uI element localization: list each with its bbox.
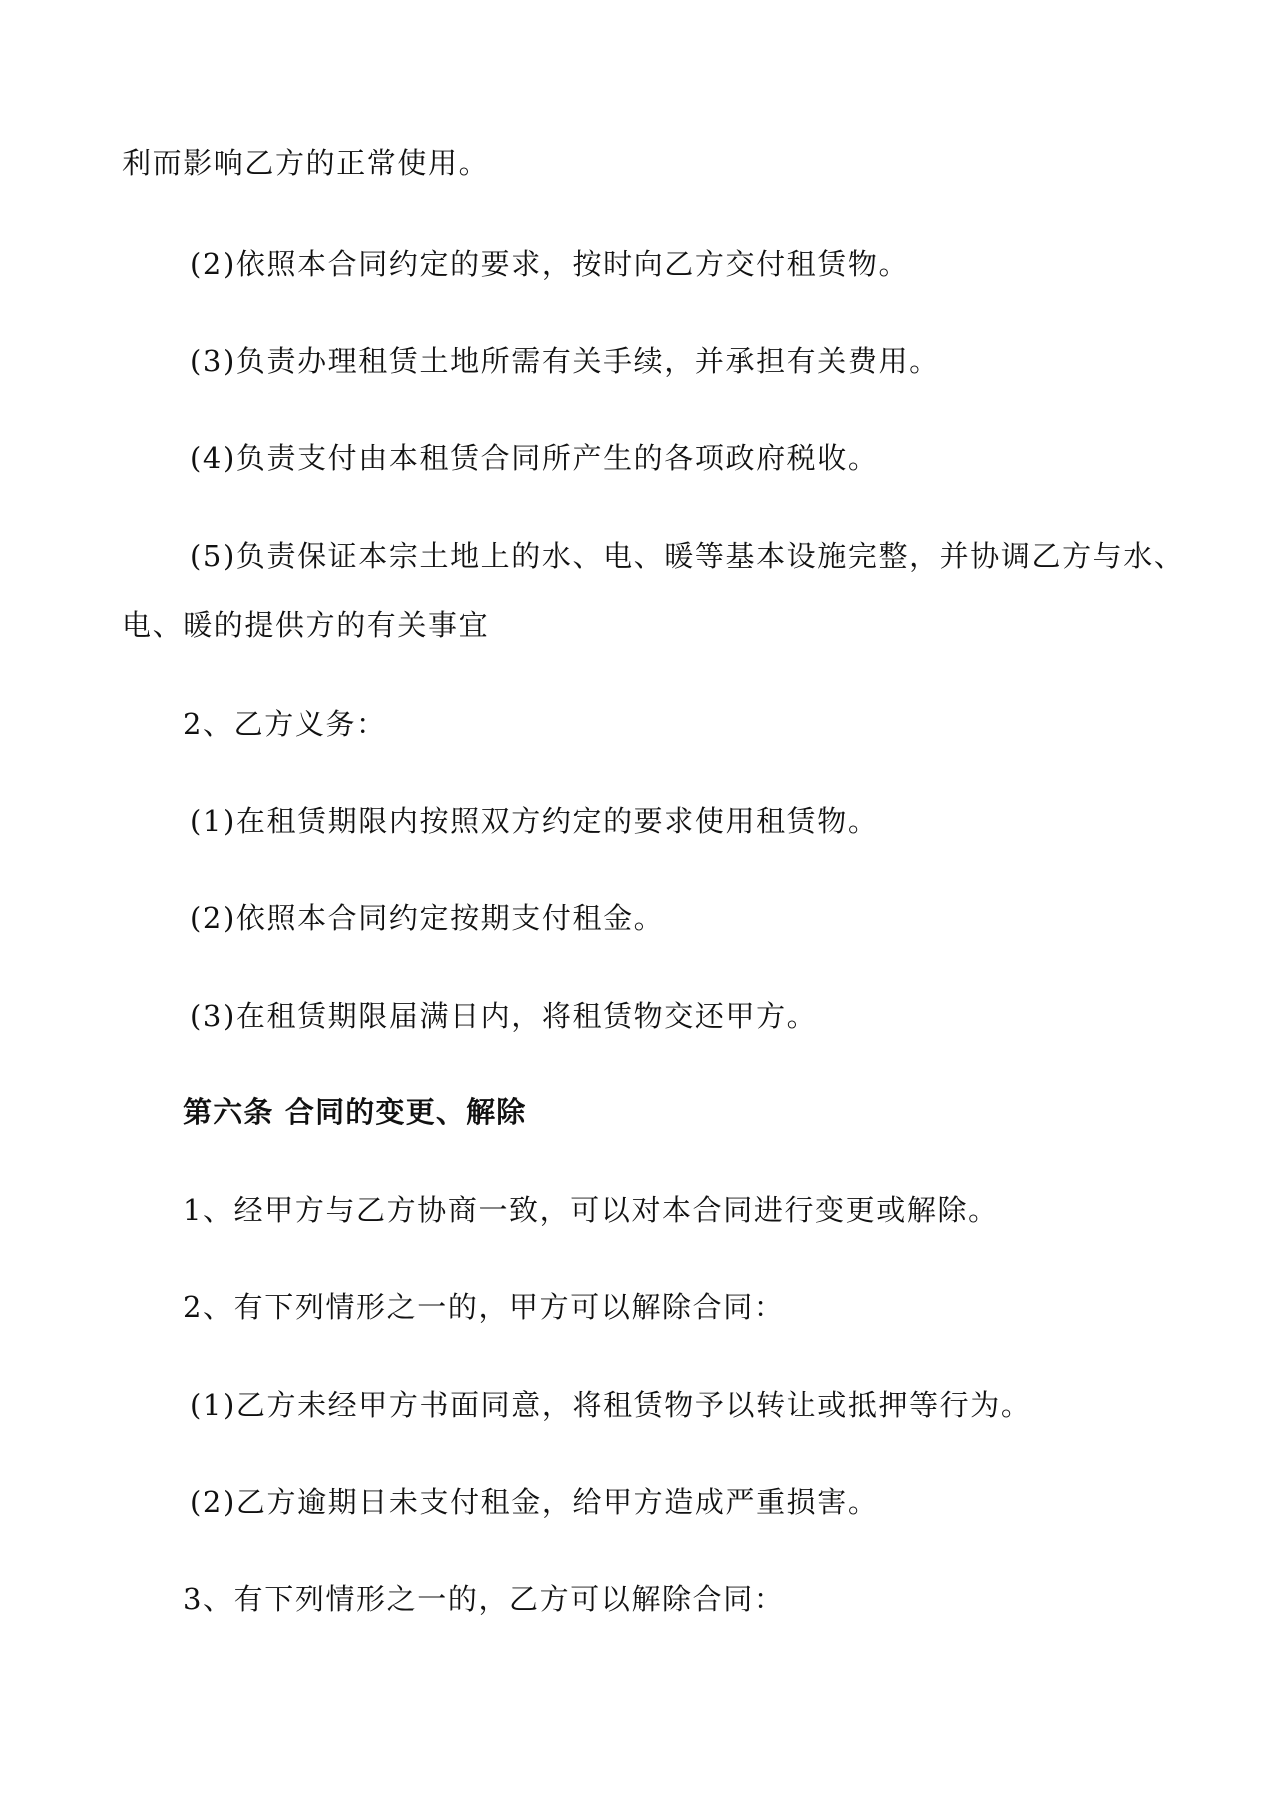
text-line: (5)负责保证本宗土地上的水、电、暖等基本设施完整，并协调乙方与水、 xyxy=(190,539,1185,573)
text-line: 3、有下列情形之一的，乙方可以解除合同： xyxy=(183,1582,785,1616)
text-line: 电、暖的提供方的有关事宜 xyxy=(122,608,490,642)
section-heading: 第六条 合同的变更、解除 xyxy=(183,1095,527,1129)
text-line: (2)依照本合同约定的要求，按时向乙方交付租赁物。 xyxy=(190,247,910,281)
text-line: (2)依照本合同约定按期支付租金。 xyxy=(190,901,665,935)
text-line: (4)负责支付由本租赁合同所产生的各项政府税收。 xyxy=(190,441,879,475)
text-line: 利而影响乙方的正常使用。 xyxy=(122,146,490,180)
text-line: (3)负责办理租赁土地所需有关手续，并承担有关费用。 xyxy=(190,344,940,378)
text-line: (2)乙方逾期日未支付租金，给甲方造成严重损害。 xyxy=(190,1485,879,1519)
text-line: (3)在租赁期限届满日内，将租赁物交还甲方。 xyxy=(190,999,818,1033)
text-line: 1、经甲方与乙方协商一致，可以对本合同进行变更或解除。 xyxy=(183,1193,999,1227)
text-line: 2、乙方义务： xyxy=(183,707,387,741)
text-line: 2、有下列情形之一的，甲方可以解除合同： xyxy=(183,1290,785,1324)
text-line: (1)在租赁期限内按照双方约定的要求使用租赁物。 xyxy=(190,804,879,838)
text-line: (1)乙方未经甲方书面同意，将租赁物予以转让或抵押等行为。 xyxy=(190,1388,1032,1422)
